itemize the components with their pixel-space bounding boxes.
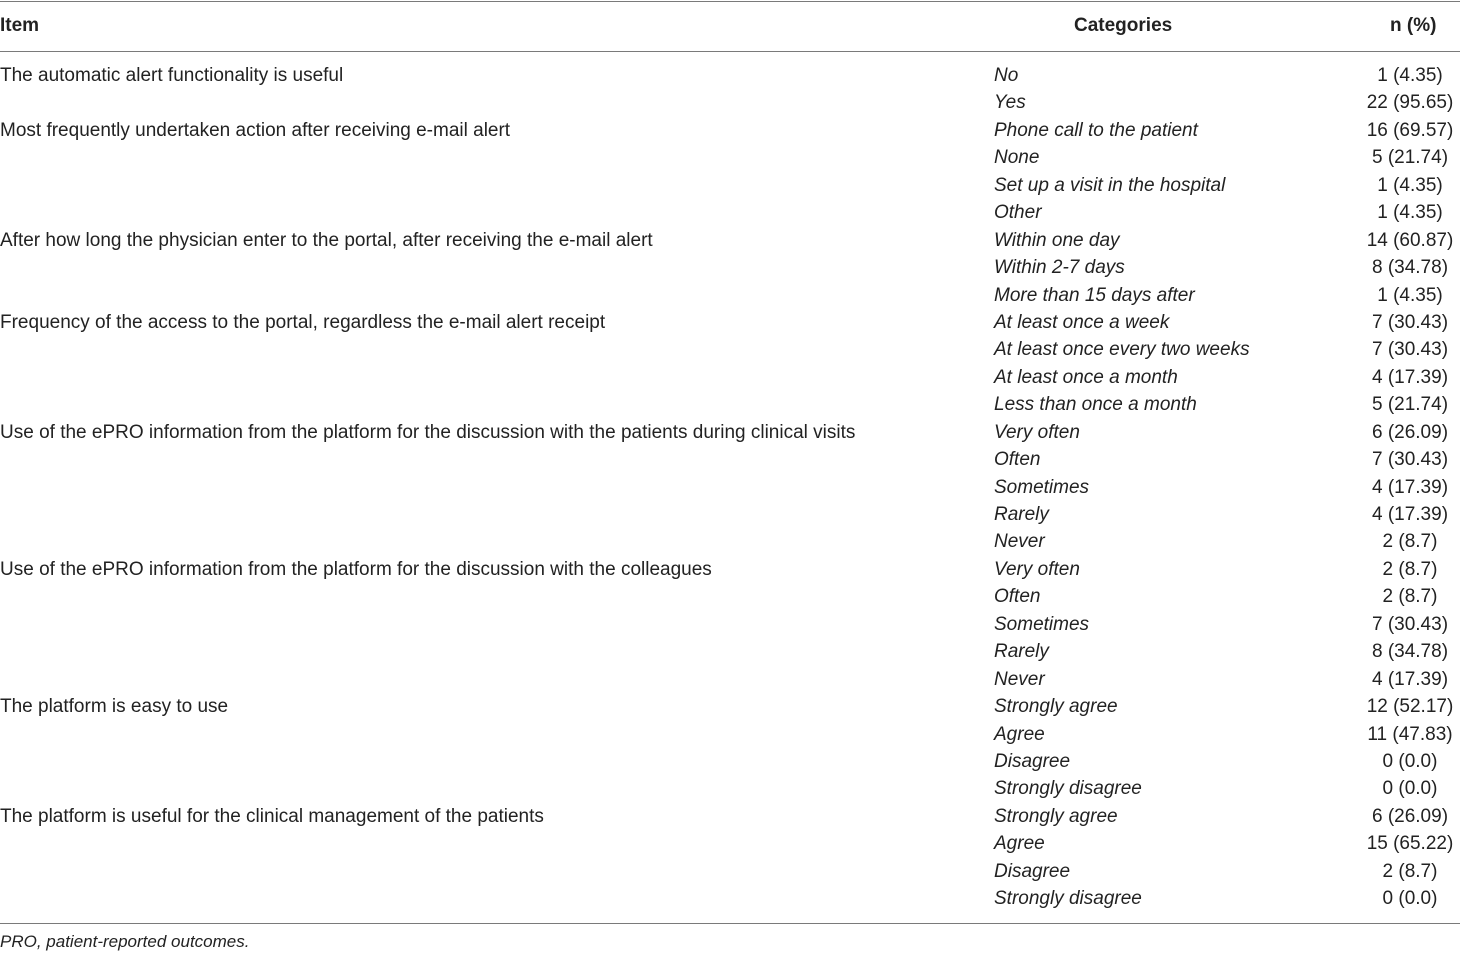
n-percent-cell: 1 (4.35) <box>1377 174 1443 196</box>
table-row <box>0 282 1460 309</box>
table-row <box>0 638 1460 665</box>
category-cell: At least once a month <box>994 366 1178 388</box>
category-cell: Disagree <box>994 860 1071 882</box>
category-cell: Agree <box>994 833 1045 855</box>
n-percent-cell: 0 (0.0) <box>1382 750 1438 772</box>
category-cell: Within one day <box>994 229 1120 251</box>
table-row <box>0 693 1460 720</box>
category-cell: Rarely <box>994 504 1049 525</box>
table-row <box>0 721 1460 748</box>
table-row <box>0 474 1460 501</box>
n-percent-cell: 1 (4.35) <box>1377 202 1443 224</box>
table-row <box>0 89 1460 116</box>
n-percent-cell: 7 (30.43) <box>1371 339 1449 361</box>
n-percent-cell: 0 (0.0) <box>1382 778 1438 800</box>
category-cell: More than 15 days after <box>994 284 1195 306</box>
n-percent-cell: 7 (30.43) <box>1371 449 1449 471</box>
table-header <box>0 12 1460 42</box>
table-row <box>0 803 1460 830</box>
category-cell: Phone call to the patient <box>994 119 1198 141</box>
table-row <box>0 419 1460 446</box>
category-cell: Less than once a month <box>994 394 1197 416</box>
category-cell: None <box>994 147 1040 169</box>
item-cell: Most frequently undertaken action after receiving e-mail alert <box>0 119 511 141</box>
n-percent-cell: 8 (34.78) <box>1371 641 1449 663</box>
n-percent-cell: 2 (8.7) <box>1382 558 1438 580</box>
item-cell: Frequency of the access to the portal, regardless the e-mail alert receipt <box>0 311 606 333</box>
table-row <box>0 775 1460 802</box>
n-percent-cell: 2 (8.7) <box>1382 860 1438 882</box>
category-cell: Yes <box>994 92 1026 114</box>
n-percent-cell: 4 (17.39) <box>1371 476 1449 498</box>
category-cell: Set up a visit in the hospital <box>994 174 1226 196</box>
n-percent-cell: 7 (30.43) <box>1371 613 1449 635</box>
n-percent-cell: 4 (17.39) <box>1371 366 1449 388</box>
n-percent-cell: 4 (17.39) <box>1371 668 1449 690</box>
table-row <box>0 144 1460 171</box>
table-bottom-rule <box>0 923 1460 924</box>
n-percent-cell: 5 (21.74) <box>1371 147 1449 169</box>
table-top-rule <box>0 1 1460 2</box>
category-cell: Sometimes <box>994 613 1090 635</box>
item-cell: After how long the physician enter to the portal, after receiving the e-mail alert <box>0 229 653 251</box>
n-percent-cell: 15 (65.22) <box>1366 833 1454 855</box>
table-row <box>0 391 1460 418</box>
header-n-percent: n (%) <box>1390 15 1437 36</box>
table-row <box>0 858 1460 885</box>
table-footnote: PRO, patient-reported outcomes. <box>0 932 250 951</box>
item-cell: The platform is useful for the clinical management of the patients <box>0 805 544 827</box>
category-cell: Very often <box>994 558 1080 580</box>
table-row <box>0 748 1460 775</box>
category-cell: No <box>994 65 1019 86</box>
table-row <box>0 446 1460 473</box>
n-percent-cell: 2 (8.7) <box>1382 531 1438 553</box>
n-percent-cell: 0 (0.0) <box>1382 888 1438 910</box>
n-percent-cell: 6 (26.09) <box>1371 805 1449 827</box>
n-percent-cell: 11 (47.83) <box>1367 723 1453 745</box>
n-percent-cell: 2 (8.7) <box>1382 586 1438 608</box>
n-percent-cell: 16 (69.57) <box>1366 119 1454 141</box>
header-item: Item <box>0 15 40 36</box>
category-cell: Sometimes <box>994 476 1090 498</box>
category-cell: Strongly disagree <box>994 888 1142 910</box>
header-categories: Categories <box>1074 15 1173 36</box>
item-cell: Use of the ePRO information from the platform for the discussion with the patients during clinical visits <box>0 421 856 443</box>
table-row <box>0 254 1460 281</box>
item-cell: The automatic alert functionality is useful <box>0 65 344 86</box>
n-percent-cell: 14 (60.87) <box>1366 229 1454 251</box>
table-row <box>0 611 1460 638</box>
category-cell: Other <box>994 202 1042 224</box>
table-row <box>0 336 1460 363</box>
table-row <box>0 583 1460 610</box>
table-row <box>0 172 1460 199</box>
n-percent-cell: 4 (17.39) <box>1371 504 1449 525</box>
n-percent-cell: 1 (4.35) <box>1377 284 1443 306</box>
table-row <box>0 309 1460 336</box>
n-percent-cell: 6 (26.09) <box>1371 421 1449 443</box>
category-cell: Never <box>994 668 1045 690</box>
table-body <box>0 62 1460 913</box>
n-percent-cell: 12 (52.17) <box>1366 696 1454 718</box>
category-cell: Strongly agree <box>994 696 1118 718</box>
category-cell: Agree <box>994 723 1045 745</box>
table-row <box>0 364 1460 391</box>
table-row <box>0 501 1460 528</box>
category-cell: Often <box>994 586 1041 608</box>
table-row <box>0 666 1460 693</box>
table-row <box>0 62 1460 89</box>
n-percent-cell: 22 (95.65) <box>1366 92 1454 114</box>
table-row <box>0 528 1460 555</box>
category-cell: Strongly disagree <box>994 778 1142 800</box>
table-row <box>0 885 1460 912</box>
category-cell: Rarely <box>994 641 1049 663</box>
category-cell: Within 2-7 days <box>994 257 1125 279</box>
table-row <box>0 199 1460 226</box>
category-cell: Very often <box>994 421 1080 443</box>
item-cell: Use of the ePRO information from the platform for the discussion with the colleagues <box>0 558 712 580</box>
table-row <box>0 227 1460 254</box>
n-percent-cell: 7 (30.43) <box>1371 311 1449 333</box>
table-row <box>0 117 1460 144</box>
category-cell: Often <box>994 449 1041 471</box>
item-cell: The platform is easy to use <box>0 696 229 718</box>
category-cell: Disagree <box>994 750 1071 772</box>
category-cell: At least once every two weeks <box>994 339 1250 361</box>
table-header-rule <box>0 51 1460 52</box>
table-row <box>0 556 1460 583</box>
n-percent-cell: 1 (4.35) <box>1377 65 1443 86</box>
n-percent-cell: 5 (21.74) <box>1371 394 1449 416</box>
category-cell: Never <box>994 531 1045 553</box>
n-percent-cell: 8 (34.78) <box>1371 257 1449 279</box>
category-cell: At least once a week <box>994 311 1170 333</box>
category-cell: Strongly agree <box>994 805 1118 827</box>
table-row <box>0 830 1460 857</box>
